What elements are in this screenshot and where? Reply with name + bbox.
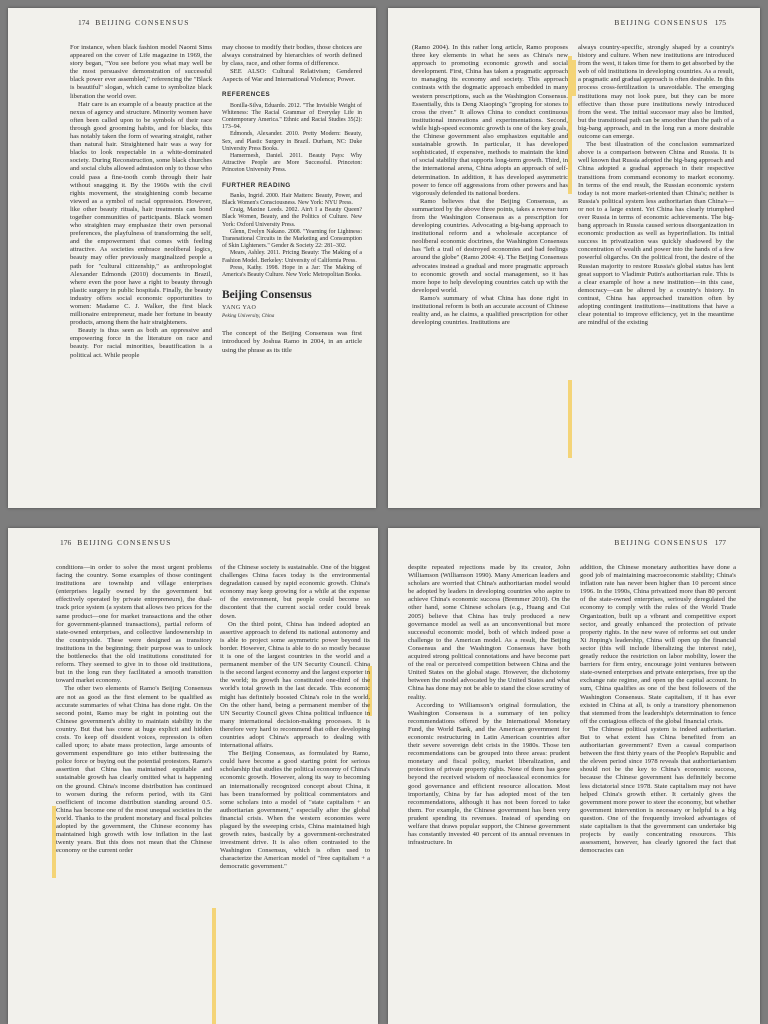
paragraph: The Chinese political system is indeed authoritarian. But to what extent has China benefited from an authoritarian government? Even a casual comparison between the first thirty years of the People's Republic and the eleven period since 1978 reveals that authoritarianism should not be the key to China's economic success, because the Chinese government has definitely become less dictatorial since 1978. State capitalism may not have helped China's growth either. It certainly gives the government more power to steer the economy, but whether government intervention is necessary or helpful is a big question. One of the frequently invoked advantages of state capitalism is that the government can undertake big projects by easily concentrating resources. This assessment, however, has clearly ignored the fact that democracies can bbox=[580, 725, 736, 855]
page-number: 176 bbox=[60, 538, 72, 547]
highlight-mark bbox=[572, 60, 576, 96]
paragraph: Ramo believes that the Beijing Consensus, as summarized by the above three points, takes a reverse turn from the Washington Consensus as a prescription for developing countries. Advocating a big-bang approach to institutional reform and a wholesale acceptance of neoliberal economic doctrines, the Washington Consensus has "left a trail of destroyed economies and bad feelings around the globe" (Ramo 2004: 4). The Beijing Consensus advocates instead a gradual and more pragmatic approach to economic growth and social management, so it has more hope to help developing countries catch up with the developed world. bbox=[412, 197, 568, 294]
paragraph: For instance, when black fashion model Naomi Sims appeared on the cover of Life magazine in 1969, the story began, "You see before you what may well be the most persuasive demonstration of successful black power ever assembled," referencing the "Black is beautiful" slogan, which came to symbolize black liberation the world over. bbox=[70, 44, 212, 100]
running-head-title: BEIJING CONSENSUS bbox=[614, 18, 709, 27]
reference-item: Bonilla-Silva, Eduardo. 2012. "The Invisible Weight of Whiteness: The Racial Grammar of Everyday Life in Contemporary America." Ethnic and Racial Studies 35(2): 173–94. bbox=[222, 102, 362, 131]
paragraph: may choose to modify their bodies, those choices are always constrained by hierarchies of worth defined by class, race, and other forms of difference. bbox=[222, 44, 362, 68]
entry-title: Beijing Consensus bbox=[222, 289, 312, 302]
column-left bbox=[70, 44, 212, 494]
paragraph: Beauty is thus seen as both an oppressive and empowering force in the literature on race and beauty. For racial minorities, beautification is a political act. While people bbox=[70, 327, 212, 359]
entry-affiliation: Peking University, China bbox=[222, 313, 275, 320]
paragraph: The best illustration of the conclusion summarized above is a comparison between China and Russia. It is well known that Russia adopted the big-bang approach and China adopted a gradual approach in their respective transitions from command economy to market economy. In terms of the end result, the Russian economic system today is not more market-oriented than China's; neither is Russia's political system less authoritarian than China's—or not to a large extent. Yet China has clearly triumphed over Russia in terms of economic achievements. The big-bang approach in Russia caused serious disorganization in economic production as well as hyperinflation. Its initial success in privatization was quickly shadowed by the concentration of wealth and power into the hands of a few powerful oligarchs. On the political front, the desire of the Russian majority to restore Russia's global status has lent great support to Vladimir Putin's authoritarian rule. This is a clear example of how a new institution—in this case, democracy—can be altered by a country's history. In contrast, China has approached transition often by adopting contingent institutions—institutions that have a clear potential to improve efficiency, yet in the meantime are mindful of the existing bbox=[578, 141, 734, 327]
running-head-title: BEIJING CONSENSUS bbox=[95, 18, 190, 27]
further-reading-heading: FURTHER READING bbox=[222, 181, 291, 189]
running-head-title: BEIJING CONSENSUS bbox=[77, 538, 172, 547]
running-head bbox=[72, 18, 190, 27]
column-right bbox=[220, 564, 370, 1014]
further-reading-item: Press, Kathy. 1998. Hope in a Jar: The Making of America's Beauty Culture. New York: Metropolitan Books. bbox=[222, 264, 362, 278]
paragraph: Ramo's summary of what China has done right in institutional reform is both an accurate account of Chinese reality and, as he claims, a qualified prescription for other developing countries. Institutions are bbox=[412, 294, 568, 327]
paragraph: despite repeated rejections made by its creator, John Williamson (Williamson 1990). Many American leaders and scholars are worried that China's authoritarian model would be adopted by leaders in developing countries who aspire to achieve China's economic success (Bremmer 2010). On the other hand, some Chinese scholars (e.g., Huang and Cui 2005) believe that China has truly produced a new governance model as well as an unconventional but more successful economic model, both of which indeed pose a challenge to the American model. As a result, the Beijing Consensus and the Washington Consensus have both acquired strong political connotations and have become part of the real or perceived competition between China and the United States on the global stage. However, the dichotomy between the model advocated by the United States and what China has done may not be able to stand the close scrutiny of reality. bbox=[408, 564, 570, 701]
column-right bbox=[578, 44, 734, 504]
page-number: 175 bbox=[714, 18, 726, 27]
page-number: 174 bbox=[78, 18, 90, 27]
further-reading-item: Mears, Ashley. 2011. Pricing Beauty: The Making of a Fashion Model. Berkeley: University of California Press. bbox=[222, 250, 362, 264]
paragraph: (Ramo 2004). In this rather long article, Ramo proposes three key elements in what he sees as China's new approach to promoting economic growth and social development. First, China has taken a pragmatic approach to managing its economy and society. This approach contrasts with the dogmatic approach embedded in many western prescriptions, such as the Washington Consensus. Essentially, this is Deng Xiaoping's "groping for stones to cross the river." It allows China to conduct continuous institutional innovations and experimentations. Second, while high-speed economic growth is one of the key goals, the Chinese government also emphasizes equitable and sustainable growth. In particular, it has developed sophisticated, if expensive, methods to maintain the kind of social stability that supports long-term growth. Third, in the international arena, China adopts an approach of self-determination. In addition, it has developed asymmetric power to fence off aggressions from other powers and has vigorously defended its national borders. bbox=[412, 44, 568, 197]
highlight-mark bbox=[568, 380, 572, 458]
entry-author: YANG YAO bbox=[222, 305, 257, 312]
column-left bbox=[408, 564, 570, 1020]
further-reading-item: Banks, Ingrid. 2000. Hair Matters: Beauty, Power, and Black Women's Consciousness. New York: NYU Press. bbox=[222, 192, 362, 206]
page-177 bbox=[388, 528, 760, 1024]
column-right bbox=[222, 44, 362, 504]
page-175 bbox=[388, 8, 760, 508]
highlight-mark bbox=[212, 908, 216, 1024]
paragraph: The Beijing Consensus, as formulated by Ramo, could have become a good starting point for serious scholarship that studies the political economy of China's economic growth. However, along its way to becoming an internationally recognized concept about China, it has been transformed by political commentators and some scholars into a model of "state capitalism + an authoritarian government," especially after the global financial crisis. When the western economies were plagued by the sweeping crisis, China maintained high growth rates, basically by a government-orchestrated investment drive. It is also often contrasted to the Washington Consensus, which is often used to characterize the American model of "free capitalism + a democratic government." bbox=[220, 750, 370, 871]
page-176 bbox=[8, 528, 378, 1024]
page-number: 177 bbox=[714, 538, 726, 547]
column-left bbox=[56, 564, 212, 1014]
references-heading: REFERENCES bbox=[222, 91, 271, 99]
paragraph: According to Williamson's original formulation, the Washington Consensus is a summary of ten policy recommendations offered by the International Monetary Fund, the World Bank, and the American government for economic restructuring in Latin American countries after their severe sovereign debt crisis in the 1980s. Those ten recommendations can be grouped into three areas: prudent monetary and fiscal policy, market liberalization, and protection of private property rights. None of them has gone beyond the received wisdom of neoclassical economics for good governance and efficient resource allocation. Most importantly, China by far has adopted most of the ten recommendations, although it has not been forced to take them. For example, the Chinese government has been very prudent spending its revenues. Instead of spending on welfare that draws popular support, the Chinese government has constantly invested 40 percent of its annual revenues in infrastructure. In bbox=[408, 701, 570, 847]
running-head bbox=[614, 538, 732, 547]
paragraph: addition, the Chinese monetary authorities have done a good job of maintaining macroeconomic stability; China's inflation rate has never been higher than 10 percent since 1996. In the 1990s, China privatized more than 80 percent of the state-owned enterprises, seriously deregulated the economy to comply with the rules of the World Trade Organization, built up a vibrant and competitive export sector, and greatly enhanced the protection of private property rights. In the new wave of reforms set out under Xi Jinping's leadership, China will open up the financial sector (this will include liberalizing the interest rate), greatly reduce the restriction on labor mobility, lower the barriers for firm entry, encourage joint ventures between state-owned enterprises and private enterprises, free up the exchange rate regime, and open up the capital account. In sum, China qualifies as one of the best followers of the Washington Consensus. State capitalism, if it has ever existed in China at all, is only a transitory phenomenon that stemmed from the leadership's determination to fence off the contagious effects of the global financial crisis. bbox=[580, 564, 736, 725]
running-head bbox=[614, 18, 732, 27]
paragraph: conditions—in order to solve the most urgent problems facing the country. Some examples of those contingent institutions are township and village enterprises (enterprises legally owned by the government but effectively operated by private entrepreneurs), the dual-track price system (a system that allows two prices for the same product—one for market transactions and the other for government-planned transactions), partial reform of state-owned enterprises, and collective landownership in the countryside. These were designed as transitory institutions in the beginning; their purpose was to unlock the bottlenecks that the old institutions constituted for reform. They seemed to give in to those old institutions, but in the long run they facilitated a smooth transition toward market economy. bbox=[56, 564, 212, 685]
paragraph: On the third point, China has indeed adopted an assertive approach to defend its national autonomy and is able to project some asymmetric power beyond its border. However, China is able to do so mostly because it is one of the largest countries in the world and a permanent member of the UN Security Council. China is the second largest economy and the largest exporter in the world; its growth has constituted one-third of the world's total growth in the last decade. This economic might has definitely boosted China's role in the world. On the other hand, being a permanent member of the UN Security Council gives China political influence in many international decision-making processes. It is therefore very hard to recommend that other developing countries adopt China's approach to dealing with international affairs. bbox=[220, 620, 370, 750]
paragraph: always country-specific, strongly shaped by a country's history and culture. When new institutions are introduced from the west, it takes time for them to get absorbed by the web of old institutions in developing countries. As a result, a pragmatic and gradual approach is often desirable. In this process cross-fertilization is unavoidable. The emerging institutions may not look pure, but they can be more effective than those pure institutions newly introduced from the west. The initial successor may also be limited, but the transitional path can be smoother than the path of a big-bang approach, and in the long run a more desirable outcome can emerge. bbox=[578, 44, 734, 141]
running-head-title: BEIJING CONSENSUS bbox=[614, 538, 709, 547]
page-174 bbox=[8, 8, 376, 508]
reference-item: Edmonds, Alexander. 2010. Pretty Modern: Beauty, Sex, and Plastic Surgery in Brazil. Durham, NC: Duke University Press Books. bbox=[222, 131, 362, 152]
paragraph: The other two elements of Ramo's Beijing Consensus are not as good as the first element to be qualified as accurate summaries of what China has done right. On the second point, Ramo may be right in pointing out the Chinese government's ability to maintain stability in the country. But that has come at huge explicit and hidden costs. To keep off dissident voices, repression is often called upon; to abate mass protection, large amounts of government expenditure go into either buttressing the police force or buying out the potential protestors. Ramo's assertion that China has maintained equitable and sustainable growth has clearly omitted what is happening on the ground. China's income distribution has continued to worsen during the reform period, with its Gini coefficient of income distribution standing around 0.5. China has become one of the most unequal societies in the world. Thanks to the prudent monetary and fiscal policies adopted by the government, the Chinese economy has maintained high growth with low inflation in the last twenty years. But this does not mean that the Chinese economy or the current order bbox=[56, 685, 212, 855]
running-head bbox=[54, 538, 172, 547]
further-reading-item: Craig, Maxine Leeds. 2002. Ain't I a Beauty Queen? Black Women, Beauty, and the Politics of Culture. New York: Oxford University Press. bbox=[222, 207, 362, 228]
paragraph: The concept of the Beijing Consensus was first introduced by Joshua Ramo in 2004, in an article using the phrase as its title bbox=[222, 330, 362, 354]
column-left bbox=[412, 44, 568, 504]
column-right bbox=[580, 564, 736, 1020]
further-reading-item: Glenn, Evelyn Nakano. 2008. "Yearning for Lightness: Transnational Circuits in the Marketing and Consumption of Skin Lighteners." Gender & Society 22: 281–302. bbox=[222, 228, 362, 250]
see-also: SEE ALSO: Cultural Relativism; Gendered Aspects of War and International Violence; Power. bbox=[222, 68, 362, 84]
reference-item: Hamermesh, Daniel. 2011. Beauty Pays: Why Attractive People are More Successful. Princeton: Princeton University Press. bbox=[222, 152, 362, 174]
paragraph: Hair care is an example of a beauty practice at the nexus of agency and structure. Minority women have often been called upon to be symbols of their race through good grooming habits, and for blacks, this has notably taken the form of wearing straight, rather than natural hair. Straightened hair was a way for blacks to look respectable in a white-dominated society. During Reconstruction, some black churches and social clubs allowed admission only to those who could pass a fine-tooth comb through their hair without snagging it. By the 1960s with the civil rights movement, the straightening comb became viewed as a symbol of racial oppression. However, like other beauty rituals, hair treatments can bond together communities of participants. Black women who straighten may emphasize their own personal preferences, the playfulness of transforming the self, and the empowerment that comes with feeling attractive. As societies embrace neoliberal logics, beauty may offer previously marginalized people a path for "cultural citizenship," as anthropologist Alexander Edmonds (2010) documents in Brazil, where even the poor have a right to beauty through plastic surgery in public hospitals. Finally, the beauty industry offers social economic opportunities to women: Madame C. J. Walker, the first black millionaire entrepreneur, made her fortune in beauty products, among them the hair straighteners. bbox=[70, 100, 212, 327]
paragraph: of the Chinese society is sustainable. One of the biggest challenges China faces today is the environmental degradation caused by rapid economic growth. China's economy may keep growing for a while at the expense of the environment, but people could become so discontent that the current social order could break down. bbox=[220, 564, 370, 620]
